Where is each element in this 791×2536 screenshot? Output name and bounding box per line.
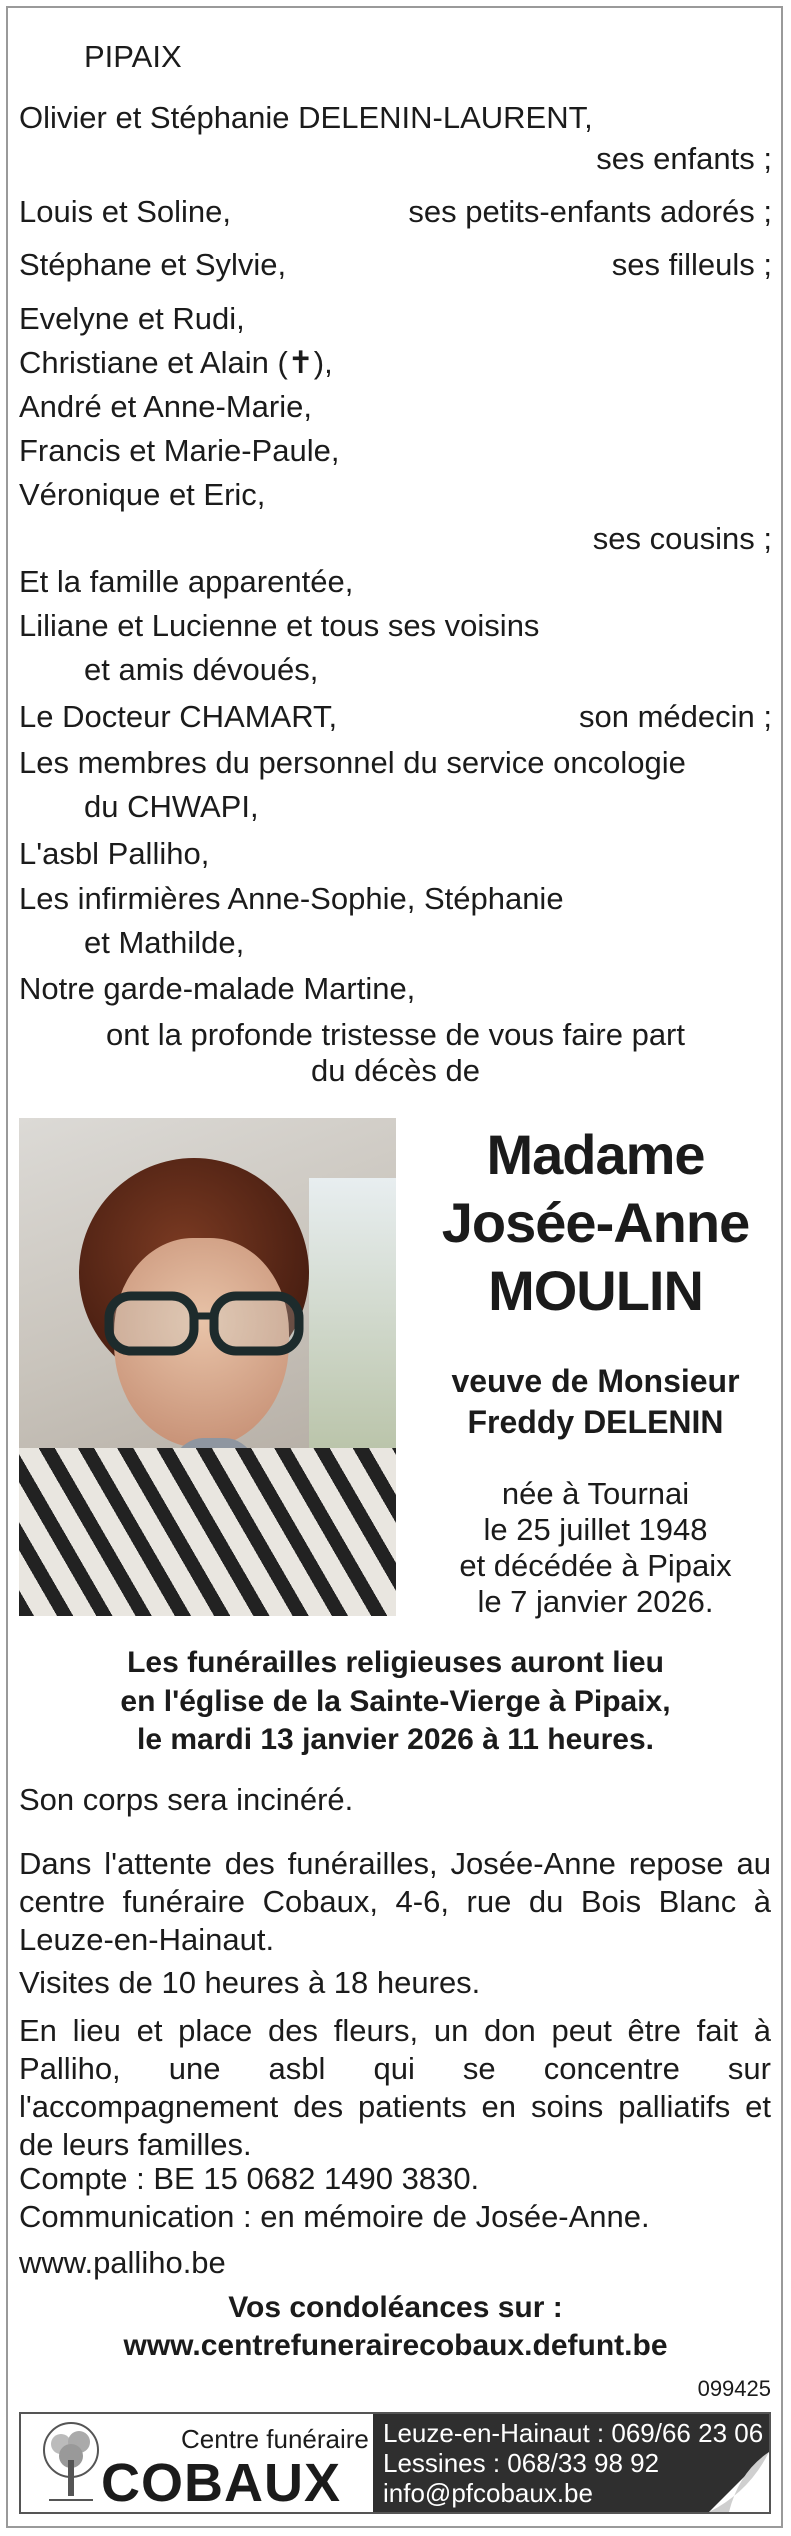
bank-account: Compte : BE 15 0682 1490 3830.: [19, 2161, 480, 2196]
children-names: Olivier et Stéphanie DELENIN-LAURENT,: [19, 100, 593, 135]
tree-logo-icon: [31, 2420, 111, 2506]
email-address[interactable]: info@pfcobaux.be: [383, 2478, 593, 2508]
grandchildren-relation: ses petits-enfants adorés ;: [408, 194, 772, 229]
visiting-hours: Visites de 10 heures à 18 heures.: [19, 1965, 481, 2000]
condolences-label: Vos condoléances sur :: [228, 2291, 563, 2324]
cousins-relation: ses cousins ;: [592, 521, 772, 556]
announcement-line-2: du décès de: [311, 1053, 480, 1088]
death-date: le 7 janvier 2026.: [477, 1584, 714, 1619]
funeral-line: le mardi 13 janvier 2026 à 11 heures.: [136, 1723, 654, 1756]
birth-place: née à Tournai: [501, 1476, 690, 1511]
neighbours-line: Liliane et Lucienne et tous ses voisins: [19, 608, 540, 643]
portrait-photo: [19, 1118, 396, 1616]
reference-number: 099425: [697, 2376, 771, 2401]
website-link[interactable]: www.palliho.be: [19, 2245, 226, 2280]
cremation-note: Son corps sera incinéré.: [19, 1782, 354, 1817]
rest-paragraph: Dans l'attente des funérailles, Josée-Anne repose au centre funéraire Cobaux, 4-6, rue du Bois Blanc à Leuze-en-Hainaut.: [19, 1846, 771, 1957]
godchildren-relation: ses filleuls ;: [611, 247, 772, 282]
condolences-url[interactable]: www.centrefunerairecobaux.defunt.be: [123, 2329, 668, 2362]
announcement-line: ont la profonde tristesse de vous faire part: [106, 1017, 685, 1052]
caregiver-line: Notre garde-malade Martine,: [19, 971, 416, 1006]
footer-label: Centre funéraire: [181, 2424, 369, 2454]
cousin-line: Christiane et Alain (✝),: [19, 345, 333, 380]
phone-lessines: Lessines : 068/33 98 92: [383, 2448, 660, 2478]
husband-name: Freddy DELENIN: [467, 1404, 724, 1440]
deceased-title: Madame: [486, 1123, 705, 1186]
cousin-line: Francis et Marie-Paule,: [19, 433, 340, 468]
grandchildren-names: Louis et Soline,: [19, 194, 231, 229]
cousin-line: André et Anne-Marie,: [19, 389, 312, 424]
deceased-last-name: MOULIN: [488, 1259, 703, 1322]
cousin-line: Véronique et Eric,: [19, 477, 266, 512]
page-curl-icon: [709, 2452, 769, 2512]
donation-paragraph: En lieu et place des fleurs, un don peut être fait à Palliho, une asbl qui se concentre sur l'accompagnement des patients en soins palliatifs et de leurs familles.: [19, 2013, 771, 2162]
deceased-first-name: Josée-Anne: [441, 1191, 750, 1254]
doctor-name: Le Docteur CHAMART,: [19, 699, 338, 734]
cousin-line: Evelyne et Rudi,: [19, 301, 245, 336]
brand-logo: COBAUX: [101, 2453, 342, 2513]
godchildren-names: Stéphane et Sylvie,: [19, 247, 287, 282]
oncology-line: Les membres du personnel du service oncologie: [19, 745, 686, 780]
phone-leuze: Leuze-en-Hainaut : 069/66 23 06: [383, 2418, 764, 2448]
palliho-line: L'asbl Palliho,: [19, 836, 210, 871]
birth-date: le 25 juillet 1948: [483, 1512, 708, 1547]
family-line: Et la famille apparentée,: [19, 564, 354, 599]
oncology-line-cont: du CHWAPI,: [84, 789, 259, 824]
doctor-relation: son médecin ;: [579, 699, 772, 734]
funeral-home-banner: [19, 2412, 771, 2514]
nurses-line: Les infirmières Anne-Sophie, Stéphanie: [19, 881, 564, 916]
death-place: et décédée à Pipaix: [459, 1548, 732, 1583]
nurses-line-cont: et Mathilde,: [84, 925, 245, 960]
widow-line: veuve de Monsieur: [451, 1363, 740, 1399]
town-name: PIPAIX: [84, 39, 182, 74]
communication-line: Communication : en mémoire de Josée-Anne.: [19, 2199, 650, 2234]
neighbours-line-cont: et amis dévoués,: [84, 652, 319, 687]
funeral-line: en l'église de la Sainte-Vierge à Pipaix,: [120, 1685, 671, 1718]
children-relation: ses enfants ;: [596, 141, 772, 176]
funeral-line: Les funérailles religieuses auront lieu: [127, 1646, 664, 1679]
